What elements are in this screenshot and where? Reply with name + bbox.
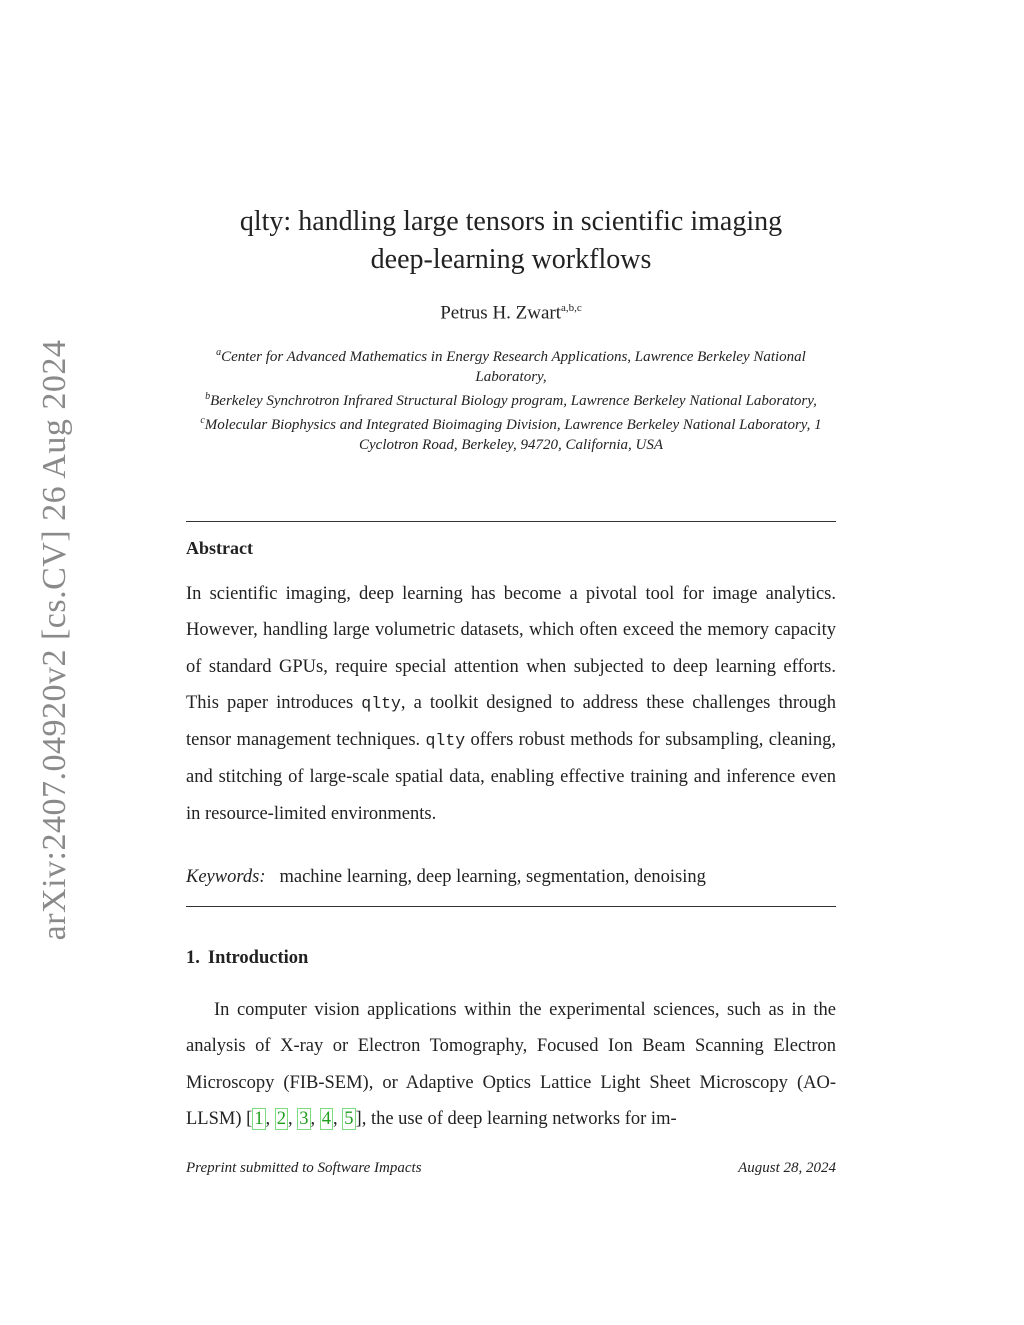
footer-preprint-note: Preprint submitted to Software Impacts [186, 1160, 422, 1176]
section-title: Introduction [207, 948, 309, 968]
section-number: 1. [186, 948, 200, 968]
author-line [186, 302, 836, 324]
citation-link[interactable]: 3 [299, 1108, 309, 1129]
inline-code-qlty: qlty [425, 731, 466, 751]
author-name: Petrus H. Zwart [440, 302, 562, 324]
affiliation-a [186, 343, 836, 387]
abstract-heading: Abstract [186, 538, 253, 558]
author-affiliation-marks: a,b,c [561, 302, 582, 314]
arxiv-identifier-stamp[interactable]: arXiv:2407.04920v2 [cs.CV] 26 Aug 2024 [36, 339, 73, 941]
introduction-paragraph: In computer vision applications within the experimental sciences, such as in the analysis of X-ray or Electron Tomography, Focused Ion Beam Scanning Electron Microscopy (FIB-SEM), or Adaptive Optics Lattice Light Sheet Microscopy (AO-LLSM) [ 1 , 2 , 3 , 4 , 5 ], the use of deep learning networks for im- [186, 1000, 836, 1129]
abstract-part-2: , a toolkit designed to address these challenges through tensor management techniques. [186, 692, 836, 751]
citation-link[interactable]: 1 [254, 1108, 264, 1129]
affiliation-text: Center for Advanced Mathematics in Energy Research Applications, Lawrence Berkeley National Laboratory, [221, 349, 806, 385]
abstract-top-rule [186, 521, 836, 522]
inline-code-qlty: qlty [361, 693, 401, 713]
keywords-label: Keywords: [186, 867, 266, 887]
affiliations-block [186, 343, 836, 455]
keywords-value: machine learning, deep learning, segmentation, denoising [279, 867, 706, 887]
title-line-1: qlty: handling large tensors in scientific imaging [239, 206, 783, 237]
affiliation-mark: a [216, 347, 222, 358]
abstract-text [186, 576, 836, 832]
citation-link[interactable]: 2 [276, 1108, 287, 1129]
abstract-part-3: offers robust methods for subsampling, cleaning, and stitching of large-scale spatial data, enabling effective training and inference even in resource-limited environments. [186, 730, 836, 824]
affiliation-c [186, 411, 836, 455]
citation-link[interactable]: 4 [321, 1108, 332, 1129]
section-heading-introduction [186, 948, 308, 969]
keywords-line [186, 867, 836, 888]
title-line-2: deep-learning workflows [370, 244, 652, 275]
intro-text-after: ], the use of deep learning networks for im- [355, 1108, 677, 1129]
affiliation-text: Molecular Biophysics and Integrated Bioimaging Division, Lawrence Berkeley National Laboratory, 1 Cyclotron Road, Berkeley, 94720, California, USA [204, 417, 822, 453]
paper-title [186, 203, 836, 279]
intro-text-before: In computer vision applications within the experimental sciences, such as in the analysis of X-ray or Electron Tomography, Focused Ion Beam Scanning Electron Microscopy (FIB-SEM), or Adaptive Optics Lattice Light Sheet Microscopy (AO-LLSM) [ [186, 1000, 836, 1129]
footer-date: August 28, 2024 [738, 1160, 836, 1176]
affiliation-b [186, 387, 836, 411]
abstract-part-1: In scientific imaging, deep learning has become a pivotal tool for image analytics. However, handling large volumetric datasets, which often exceed the memory capacity of standard GPUs, require special attention when subjected to deep learning efforts. This paper introduces [186, 584, 836, 713]
affiliation-mark: b [205, 391, 211, 402]
affiliation-text: Berkeley Synchrotron Infrared Structural Biology program, Lawrence Berkeley National Laboratory, [210, 393, 817, 409]
affiliation-mark: c [200, 415, 205, 426]
abstract-bottom-rule [186, 906, 836, 907]
citation-link[interactable]: 5 [344, 1108, 354, 1129]
